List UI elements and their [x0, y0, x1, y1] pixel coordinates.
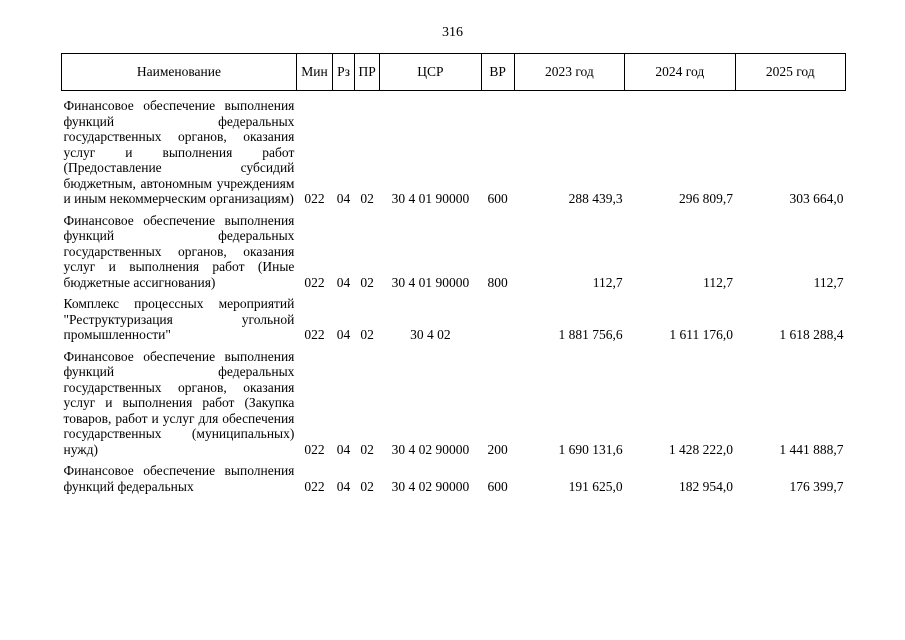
row-csr: 30 4 01 90000: [391, 191, 470, 206]
row-min: 022: [304, 478, 325, 494]
row-csr: 30 4 02 90000: [391, 478, 470, 494]
row-2025: 1 618 288,4: [779, 327, 844, 342]
table-header-row: [62, 54, 846, 91]
header-min: Мин: [296, 54, 332, 91]
header-rz: Рз: [333, 54, 355, 91]
table-row: [62, 91, 846, 207]
row-2024: 296 809,7: [679, 191, 734, 206]
row-min: 022: [304, 191, 325, 206]
row-name: Финансовое обеспечение выполнения функций федеральных: [63, 463, 295, 494]
row-vr: [481, 296, 514, 343]
row-2023: 1 881 756,6: [558, 327, 623, 342]
header-vr: ВР: [481, 54, 514, 91]
header-name: Наименование: [62, 54, 297, 91]
row-2024: 112,7: [703, 274, 734, 290]
row-pr: 02: [360, 441, 374, 457]
row-2024: 182 954,0: [679, 478, 734, 494]
row-rz: 04: [336, 191, 351, 206]
row-2024: 1 611 176,0: [669, 327, 734, 342]
row-name: Финансовое обеспечение выполнения функций федеральных государственных органов, оказания услуг и выполнения работ (Закупка товаров, работ и услуг для обеспечения государственных (муниципальных) нужд): [63, 348, 295, 457]
row-rz: 04: [336, 478, 351, 494]
row-csr: 30 4 02 90000: [391, 441, 470, 457]
page-number: 316: [442, 25, 463, 40]
row-min: 022: [304, 274, 325, 290]
row-2025: 112,7: [813, 274, 844, 290]
row-csr: 30 4 01 90000: [391, 274, 470, 290]
row-2023: 288 439,3: [568, 191, 623, 206]
row-2023: 112,7: [592, 274, 623, 290]
row-vr: 600: [487, 478, 508, 494]
table-row: [62, 349, 846, 458]
row-name: Комплекс процессных мероприятий "Реструктуризация угольной промышленности": [63, 296, 295, 342]
row-pr: 02: [360, 327, 374, 342]
row-min: 022: [304, 327, 325, 342]
row-rz: 04: [336, 274, 351, 290]
row-name: Финансовое обеспечение выполнения функций федеральных государственных органов, оказания услуг и выполнения работ (Иные бюджетные ассигнования): [63, 212, 295, 290]
header-2023: 2023 год: [514, 54, 624, 91]
row-rz: 04: [336, 441, 351, 457]
row-2024: 1 428 222,0: [668, 441, 734, 457]
header-2024: 2024 год: [625, 54, 735, 91]
header-csr: ЦСР: [380, 54, 481, 91]
row-vr: 600: [487, 191, 508, 206]
row-pr: 02: [360, 191, 374, 206]
header-pr: ПР: [355, 54, 380, 91]
row-2025: 176 399,7: [789, 478, 844, 494]
header-2025: 2025 год: [735, 54, 845, 91]
row-2025: 1 441 888,7: [779, 441, 844, 457]
table-row: [62, 463, 846, 494]
row-vr: 800: [487, 274, 508, 290]
row-2023: 1 690 131,6: [558, 441, 623, 457]
row-2025: 303 664,0: [789, 191, 844, 206]
row-min: 022: [304, 441, 325, 457]
row-pr: 02: [360, 274, 374, 290]
row-vr: 200: [487, 441, 508, 457]
row-name: Финансовое обеспечение выполнения функций федеральных государственных органов, оказания услуг и выполнения работ (Предоставление субсидий бюджетным, автономным учреждениям и иным некоммерческим организациям): [63, 98, 295, 206]
budget-table: [61, 53, 846, 494]
row-rz: 04: [336, 327, 351, 342]
table-row: [62, 213, 846, 291]
row-pr: 02: [360, 478, 374, 494]
row-2023: 191 625,0: [568, 478, 623, 494]
table-row: [62, 296, 846, 343]
row-csr: 30 4 02: [410, 327, 451, 342]
